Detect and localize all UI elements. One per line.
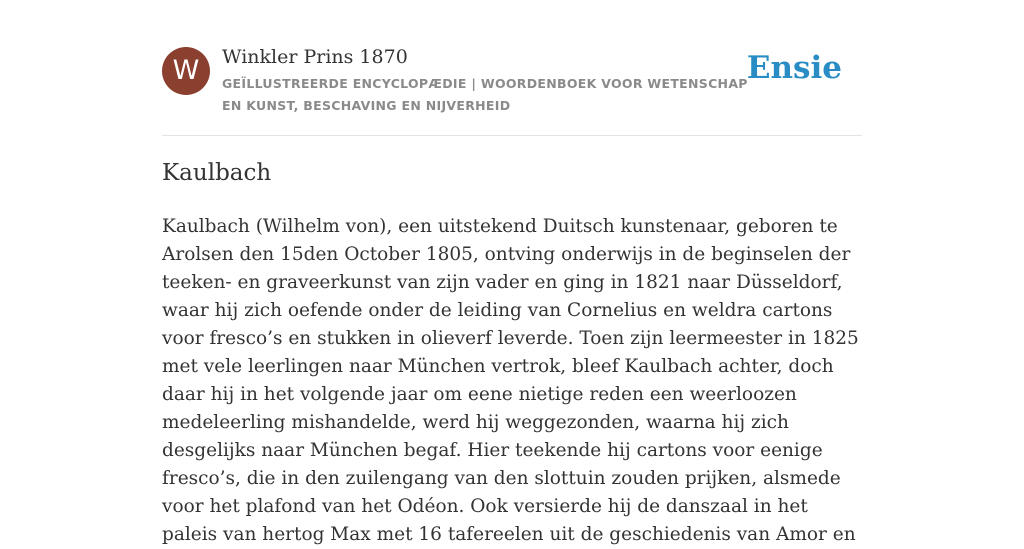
source-title[interactable]: Winkler Prins 1870: [222, 46, 408, 68]
source-subtitle: GEÏLLUSTREERDE ENCYCLOPÆDIE | WOORDENBOEK VOOR WETENSCHAP EN KUNST, BESCHAVING EN NIJVERHEID: [222, 76, 748, 113]
header-divider: [162, 135, 862, 136]
entry-body: Kaulbach (Wilhelm von), een uitstekend Duitsch kunstenaar, geboren te Arolsen den 15den October 1805, ontving onderwijs in de beginselen der teeken- en graveerkunst van zijn vader en ging in 1821 naar Düsseldorf, waar hij zich oefende onder de leiding van Cornelius en weldra cartons voor fresco’s en stukken in olieverf leverde. Toen zijn leermeester in 1825 met vele leerlingen naar München vertrok, bleef Kaulbach achter, doch daar hij in het volgende jaar om eene nietige reden een weerloozen medeleerling mishandelde, werd hij weggezonden, waarna hij zich desgelijks naar München begaf. Hier teekende hij cartons voor eenige fresco’s, die in den zuilengang van den slottuin zouden prijken, alsmede voor het plafond van het Odéon. Ook versierde hij de danszaal in het paleis van hertog Max met 16 tafereelen uit de geschiedenis van Amor en: [162, 216, 859, 545]
ensie-logo-link[interactable]: Ensie: [746, 50, 842, 86]
source-avatar[interactable]: W: [162, 47, 210, 95]
source-header: [162, 46, 862, 136]
entry-title: Kaulbach: [162, 160, 272, 186]
